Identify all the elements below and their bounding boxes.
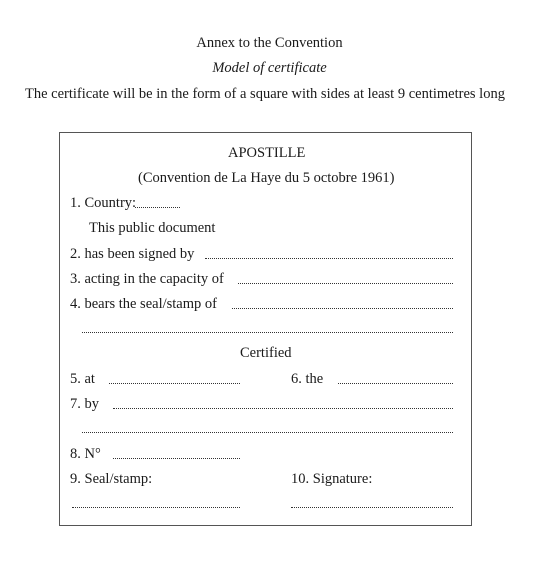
field-at-line: [109, 383, 240, 384]
certificate-box: [59, 132, 472, 526]
annex-title: Annex to the Convention: [196, 35, 343, 51]
field-seal-line: [232, 308, 453, 309]
signature-line: [291, 507, 453, 508]
blank-line-1: [82, 332, 453, 333]
seal-stamp-line: [72, 507, 240, 508]
field-number-line: [113, 458, 240, 459]
public-document-label: This public document: [89, 220, 216, 236]
field-number-label: 8. N°: [70, 446, 101, 462]
blank-line-2: [82, 432, 453, 433]
field-signed-by-line: [205, 258, 453, 259]
field-by-label: 7. by: [70, 396, 99, 412]
field-country-line: [135, 207, 180, 208]
field-signed-by-label: 2. has been signed by: [70, 246, 195, 262]
instruction-text: The certificate will be in the form of a square with sides at least 9 centimetres long: [25, 86, 505, 102]
field-seal-stamp-label: 9. Seal/stamp:: [70, 471, 153, 487]
field-signature-label: 10. Signature:: [291, 471, 373, 487]
apostille-title: APOSTILLE: [228, 145, 306, 161]
field-capacity-line: [238, 283, 453, 284]
certified-heading: Certified: [240, 345, 292, 361]
field-the-label: 6. the: [291, 371, 324, 387]
model-title: Model of certificate: [212, 60, 327, 76]
apostille-subtitle: (Convention de La Haye du 5 octobre 1961): [138, 170, 395, 186]
field-at-label: 5. at: [70, 371, 95, 387]
field-country-label: 1. Country:: [70, 195, 137, 211]
field-the-line: [338, 383, 453, 384]
field-capacity-label: 3. acting in the capacity of: [70, 271, 224, 287]
field-seal-label: 4. bears the seal/stamp of: [70, 296, 217, 312]
field-by-line: [113, 408, 453, 409]
